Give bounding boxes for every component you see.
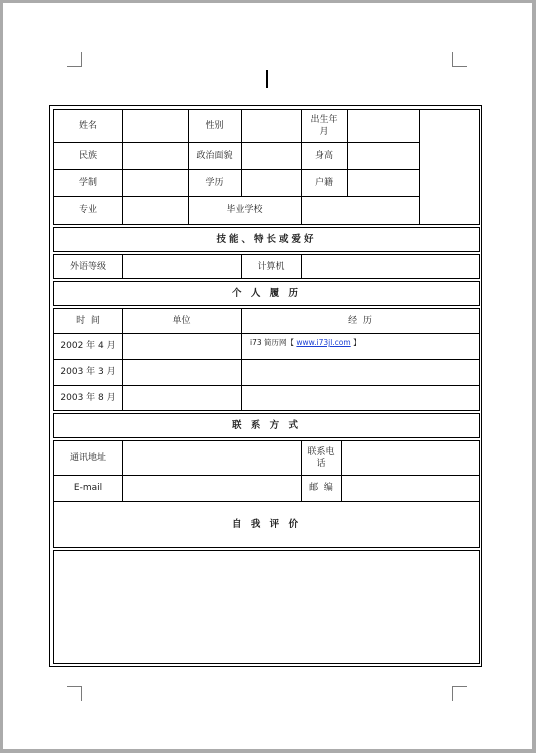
computer-value[interactable] [301, 255, 479, 278]
skills-section [53, 227, 480, 252]
col-experience-header: 经 历 [348, 316, 372, 326]
gender-label: 性别 [205, 121, 224, 131]
school-value[interactable] [301, 196, 419, 224]
contact-table [53, 440, 480, 502]
skills-title: 技能、特长或爱好 [216, 233, 317, 245]
email-label: E-mail [73, 483, 103, 493]
resume-row-2-time: 2003 年 3 月 [60, 367, 116, 377]
note-suffix: 】 [350, 338, 361, 347]
postcode-value[interactable] [341, 475, 479, 501]
resume-row-1-unit[interactable] [122, 333, 241, 359]
crop-mark-bottom-right [452, 686, 467, 701]
major-label: 专业 [78, 205, 97, 215]
hukou-value[interactable] [347, 169, 419, 196]
text-cursor [266, 70, 268, 88]
crop-mark-bottom-left [67, 686, 82, 701]
birth-value[interactable] [347, 110, 419, 142]
contact-title: 联 系 方 式 [232, 419, 301, 431]
photo-area[interactable] [419, 110, 479, 224]
ethnic-value[interactable] [122, 142, 188, 169]
contact-section-header [53, 413, 480, 438]
phone-value[interactable] [341, 441, 479, 475]
political-value[interactable] [241, 142, 301, 169]
resume-site-link[interactable]: www.i73jl.com [296, 338, 351, 347]
basic-info-section [53, 109, 480, 225]
note-prefix: i73 简历网【 [250, 338, 297, 347]
self-eval-title: 自 我 评 价 [232, 518, 301, 530]
hukou-label: 户籍 [314, 177, 333, 188]
name-value[interactable] [122, 110, 188, 142]
resume-row-1-time: 2002 年 4 月 [60, 341, 116, 351]
education-value[interactable] [241, 169, 301, 196]
gender-value[interactable] [241, 110, 301, 142]
name-label: 姓名 [78, 121, 97, 131]
height-label: 身高 [314, 150, 333, 161]
height-value[interactable] [347, 142, 419, 169]
resume-row-3-experience[interactable] [241, 385, 479, 410]
resume-row-1-experience[interactable] [241, 333, 479, 353]
address-label: 通讯地址 [69, 453, 106, 463]
resume-section-header [53, 281, 480, 306]
school-label: 毕业学校 [226, 205, 263, 215]
major-value[interactable] [122, 196, 188, 224]
birth-label [301, 110, 347, 142]
schooling-value[interactable] [122, 169, 188, 196]
foreign-language-label: 外语等级 [69, 261, 106, 272]
phone-label [301, 441, 341, 475]
self-eval-section-header [53, 501, 480, 548]
foreign-language-value[interactable] [122, 255, 241, 278]
self-eval-content[interactable] [53, 550, 480, 664]
schooling-label: 学制 [78, 177, 97, 188]
education-label: 学历 [205, 177, 224, 188]
postcode-label: 邮 编 [309, 483, 333, 493]
birth-label-text: 出生年月 [310, 115, 338, 137]
col-unit-header: 单位 [172, 316, 191, 326]
col-time-header: 时 间 [76, 316, 100, 326]
resume-row-3-unit[interactable] [122, 385, 241, 410]
crop-mark-top-right [452, 52, 467, 67]
resume-table [49, 105, 482, 667]
computer-label: 计算机 [257, 261, 285, 272]
address-value[interactable] [122, 441, 301, 475]
email-value[interactable] [122, 475, 301, 501]
resume-row-2-unit[interactable] [122, 359, 241, 385]
ethnic-label: 民族 [78, 150, 97, 161]
political-label: 政治面貌 [196, 150, 233, 161]
resume-row-3-time: 2003 年 8 月 [60, 392, 116, 403]
resume-title: 个 人 履 历 [232, 287, 301, 299]
crop-mark-top-left [67, 52, 82, 67]
language-section [53, 254, 480, 279]
resume-history-table [53, 308, 480, 411]
resume-row-2-experience[interactable] [241, 359, 479, 385]
phone-label-text: 联系电话 [307, 447, 335, 469]
